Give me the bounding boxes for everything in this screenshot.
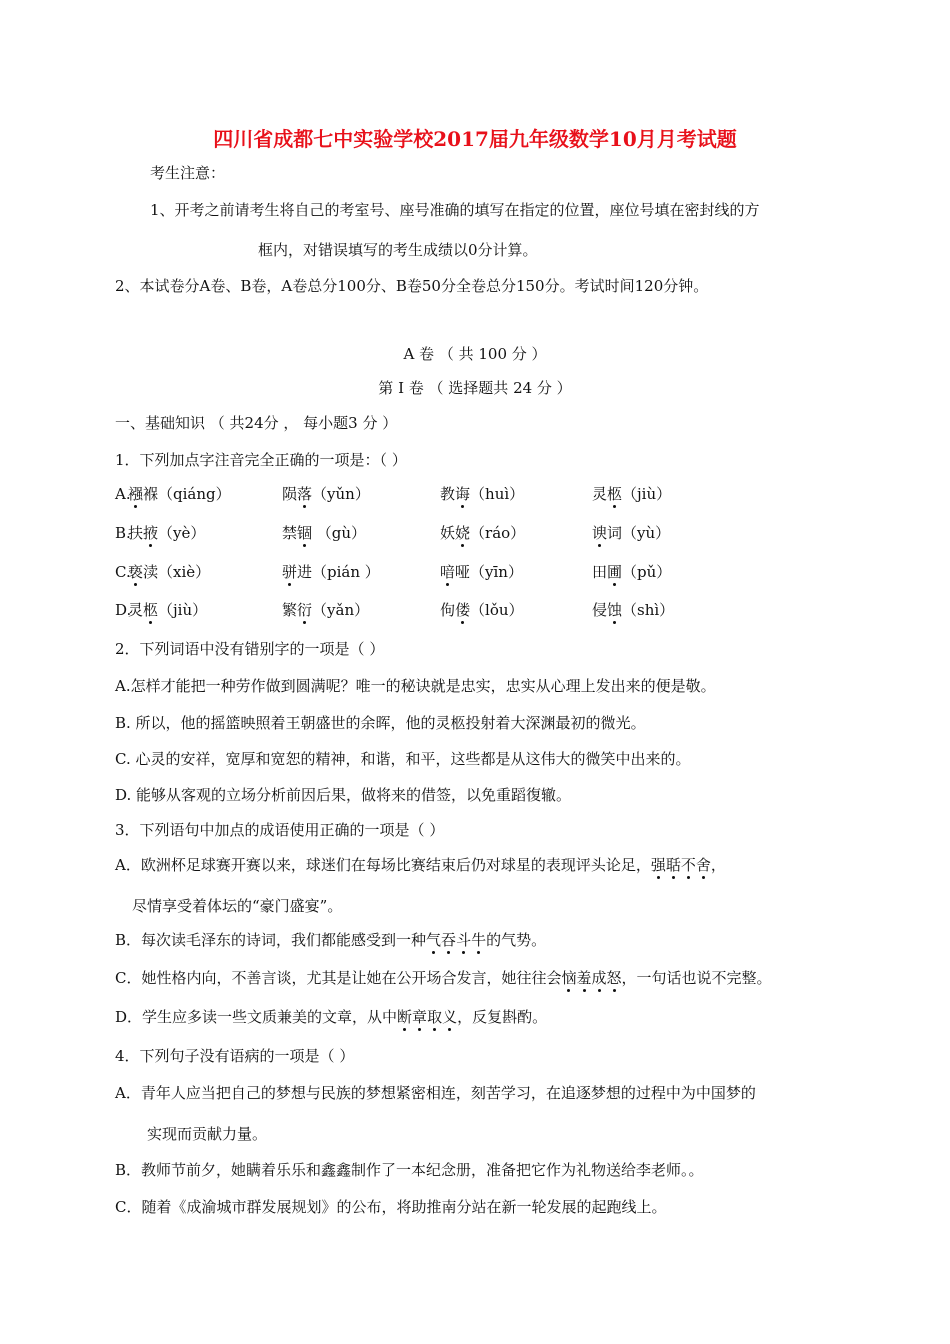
q3-c-idiom: 恼羞成怒 <box>561 969 622 987</box>
q1-dotted-char: 娆 <box>455 524 471 542</box>
q1-word <box>440 484 524 504</box>
q3-option-c <box>115 968 772 988</box>
q3-d-text-end: ，反复斟酌。 <box>457 1008 548 1026</box>
q1-dotted-char: 喑 <box>440 563 456 581</box>
q1-option-label: C. <box>115 563 131 581</box>
q2-stem: 2．下列词语中没有错别字的一项是（ ） <box>115 640 385 658</box>
notice-item-1-cont: 框内，对错误填写的考生成绩以0分计算。 <box>258 241 538 259</box>
q1-word <box>592 523 670 543</box>
q1-option-label: A. <box>115 485 131 503</box>
q3-c-text: C．她性格内向，不善言谈，尤其是让她在公开场合发言，她往往会 <box>115 969 562 987</box>
q1-word <box>440 562 523 582</box>
q1-dotted-char: 柩 <box>607 485 623 503</box>
q3-option-a-cont: 尽情享受着体坛的“豪门盛宴”。 <box>132 897 343 915</box>
q1-word-text: 禁 <box>282 524 298 542</box>
part-1-heading: 一、基础知识 （ 共24分 ， 每小题3 分 ） <box>115 414 398 432</box>
q3-b-text-end: 的气势。 <box>486 931 547 949</box>
q3-c-text-end: ，一句话也说不完整。 <box>621 969 772 987</box>
q1-dotted-char: 衍 <box>297 601 313 619</box>
page-title: 四川省成都七中实验学校2017届九年级数学10月月考试题 <box>213 127 737 151</box>
notice-item-2: 2、本试卷分A卷、B卷，A卷总分100分、B卷50分全卷总分150分。考试时间120分钟。 <box>115 277 709 295</box>
q1-word-text: 田 <box>592 563 608 581</box>
q4-option-c: C．随着《成渝城市群发展规划》的公布，将助推南分站在新一轮发展的起跑线上。 <box>115 1198 667 1216</box>
q1-option-label: D. <box>115 601 132 619</box>
q1-word-text: 佝 <box>440 601 456 619</box>
q4-option-a: A．青年人应当把自己的梦想与民族的梦想紧密相连，刻苦学习，在追逐梦想的过程中为中国梦的 <box>115 1084 756 1102</box>
q3-d-text: D．学生应多读一些文质兼美的文章，从中 <box>115 1008 398 1026</box>
q1-dotted-char: 掖 <box>143 524 159 542</box>
q1-word-text: 扶 <box>128 524 144 542</box>
notice-item-1: 1、开考之前请考生将自己的考室号、座号准确的填写在指定的位置，座位号填在密封线的方 <box>150 201 760 219</box>
q1-dotted-char: 圃 <box>607 563 623 581</box>
q3-b-text: B．每次读毛泽东的诗词，我们都能感受到一种 <box>115 931 427 949</box>
q1-word-text: （ráo） <box>470 524 526 542</box>
q1-word-text: 进（pián ） <box>297 563 380 581</box>
q1-dotted-char: 襁 <box>128 485 144 503</box>
q1-word-text: （huì） <box>470 485 525 503</box>
q1-word-text: 哑（yīn） <box>455 563 523 581</box>
q1-dotted-char: 锢 <box>297 524 313 542</box>
q3-a-idiom: 强聒不舍 <box>650 856 711 874</box>
q3-b-idiom: 气吞斗牛 <box>426 931 487 949</box>
q1-dotted-char: 骈 <box>282 563 298 581</box>
q1-word-text: 侵 <box>592 601 608 619</box>
q1-word-text: （pǔ） <box>622 563 672 581</box>
q1-word <box>128 600 207 620</box>
q1-dotted-char: 柩 <box>143 601 159 619</box>
q1-word <box>128 523 205 543</box>
q1-word <box>282 562 380 582</box>
q1-word <box>440 523 525 543</box>
q1-word <box>128 484 231 504</box>
q1-dotted-char: 谀 <box>592 524 608 542</box>
q1-word <box>128 562 210 582</box>
q1-word-text: 陨 <box>282 485 298 503</box>
q1-word-text: （yè） <box>158 524 206 542</box>
q3-d-idiom: 断章取义 <box>397 1008 458 1026</box>
q3-a-punct: ， <box>710 856 726 874</box>
q1-word-text: 繁 <box>282 601 298 619</box>
section-a-title: A 卷 （ 共 100 分 ） <box>403 345 547 363</box>
q1-word <box>282 484 370 504</box>
q1-word <box>282 600 369 620</box>
q1-dotted-char: 诲 <box>455 485 471 503</box>
q2-option-a: A.怎样才能把一种劳作做到圆满呢？唯一的秘诀就是忠实，忠实从心理上发出来的便是敬。 <box>115 677 716 695</box>
q1-word-text: （lǒu） <box>470 601 524 619</box>
q4-option-b: B．教师节前夕，她瞒着乐乐和鑫鑫制作了一本纪念册，准备把它作为礼物送给李老师。。 <box>115 1161 704 1179</box>
q3-option-d <box>115 1007 547 1027</box>
notice-heading: 考生注意： <box>150 164 226 182</box>
q3-option-b <box>115 930 546 950</box>
q1-word-text: （gù） <box>312 524 367 542</box>
q1-word-text: 褓（qiáng） <box>143 485 231 503</box>
q4-stem: 4．下列句子没有语病的一项是（ ） <box>115 1047 355 1065</box>
q1-stem: 1．下列加点字注音完全正确的一项是：（ ） <box>115 451 407 469</box>
q1-dotted-char: 偻 <box>455 601 471 619</box>
q1-dotted-char: 落 <box>297 485 313 503</box>
q1-word-text: （shì） <box>622 601 675 619</box>
q1-word-text: 灵 <box>128 601 144 619</box>
q3-stem: 3．下列语句中加点的成语使用正确的一项是（ ） <box>115 821 445 839</box>
part-1-title: 第 I 卷 （ 选择题共 24 分 ） <box>378 379 572 397</box>
q3-option-a <box>115 855 726 875</box>
q2-option-b: B. 所以，他的摇篮映照着王朝盛世的余晖，他的灵柩投射着大深渊最初的微光。 <box>115 714 646 732</box>
q1-word-text: 教 <box>440 485 456 503</box>
q1-word-text: 灵 <box>592 485 608 503</box>
q1-word-text: （jiù） <box>622 485 672 503</box>
q1-word <box>440 600 524 620</box>
q1-dotted-char: 蚀 <box>607 601 623 619</box>
q1-option-label: B. <box>115 524 131 542</box>
q1-word <box>592 600 674 620</box>
q3-a-text: A．欧洲杯足球赛开赛以来，球迷们在每场比赛结束后仍对球星的表现评头论足， <box>115 856 651 874</box>
q1-word-text: （yǎn） <box>312 601 370 619</box>
q2-option-c: C. 心灵的安祥，宽厚和宽恕的精神，和谐，和平，这些都是从这伟大的微笑中出来的。 <box>115 750 691 768</box>
q4-option-a-cont: 实现而贡献力量。 <box>147 1125 268 1143</box>
q1-word-text: （yǔn） <box>312 485 370 503</box>
q1-word <box>592 562 671 582</box>
q2-option-d: D. 能够从客观的立场分析前因后果，做将来的借签，以免重蹈復辙。 <box>115 786 572 804</box>
q1-word <box>592 484 671 504</box>
q1-word-text: （jiù） <box>158 601 208 619</box>
q1-word-text: 词（yù） <box>607 524 671 542</box>
q1-word-text: 渎（xiè） <box>143 563 211 581</box>
q1-dotted-char: 亵 <box>128 563 144 581</box>
q1-word-text: 妖 <box>440 524 456 542</box>
q1-word <box>282 523 366 543</box>
